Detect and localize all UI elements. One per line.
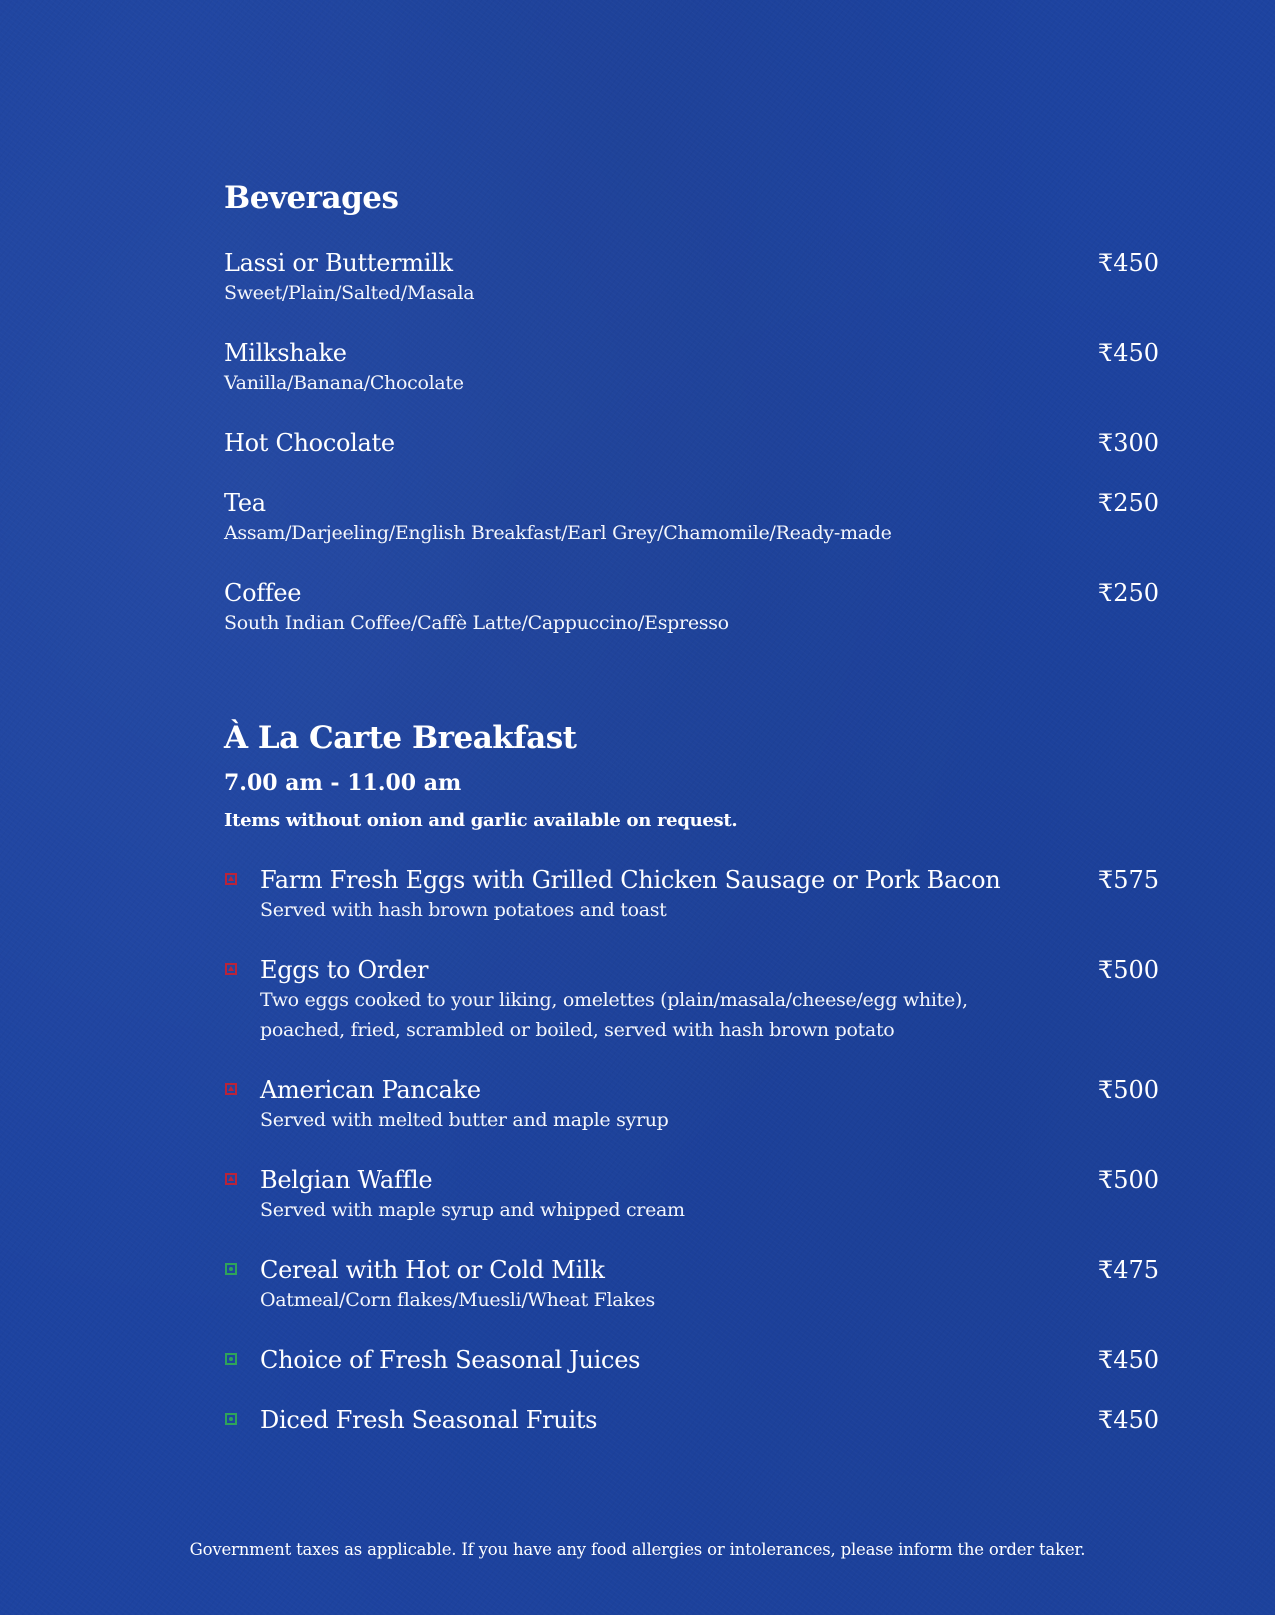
non-veg-indicator-icon: [225, 873, 237, 885]
item-price: ₹250: [1097, 579, 1159, 607]
item-price: ₹575: [1097, 866, 1159, 894]
item-price: ₹500: [1097, 956, 1159, 984]
non-veg-indicator-icon: [225, 963, 237, 975]
menu-item-hot-chocolate: [224, 428, 1159, 458]
breakfast-hours: 7.00 am - 11.00 am: [224, 770, 462, 796]
item-name: Eggs to Order: [260, 956, 429, 984]
item-name: Cereal with Hot or Cold Milk: [260, 1256, 605, 1284]
menu-item-tea: [224, 488, 1159, 548]
item-description-line-2: poached, fried, scrambled or boiled, served with hash brown potato: [260, 1019, 895, 1041]
breakfast-note: Items without onion and garlic available on request.: [224, 810, 738, 831]
menu-item-farm-fresh-eggs: [224, 865, 1159, 925]
veg-indicator-icon: [225, 1263, 237, 1275]
item-description: Served with melted butter and maple syrup: [260, 1109, 669, 1131]
item-name: American Pancake: [260, 1076, 481, 1104]
item-name: Choice of Fresh Seasonal Juices: [260, 1346, 641, 1374]
item-price: ₹300: [1097, 429, 1159, 457]
item-name: Belgian Waffle: [260, 1166, 433, 1194]
item-price: ₹450: [1097, 1346, 1159, 1374]
menu-page: [224, 0, 1159, 1615]
item-description-line-1: Two eggs cooked to your liking, omelettes (plain/masala/cheese/egg white),: [260, 989, 968, 1011]
item-name: Lassi or Buttermilk: [224, 249, 453, 277]
menu-item-eggs-to-order: [224, 955, 1159, 1045]
item-name: Tea: [224, 489, 266, 517]
veg-indicator-icon: [225, 1353, 237, 1365]
menu-item-american-pancake: [224, 1075, 1159, 1135]
item-price: ₹500: [1097, 1076, 1159, 1104]
item-name: Milkshake: [224, 339, 347, 367]
item-price: ₹500: [1097, 1166, 1159, 1194]
item-description: Sweet/Plain/Salted/Masala: [224, 282, 475, 304]
item-name: Hot Chocolate: [224, 429, 395, 457]
item-name: Diced Fresh Seasonal Fruits: [260, 1406, 598, 1434]
breakfast-title: À La Carte Breakfast: [224, 720, 577, 756]
item-description: South Indian Coffee/Caffè Latte/Cappuccino/Espresso: [224, 612, 729, 634]
menu-item-belgian-waffle: [224, 1165, 1159, 1225]
menu-item-fruits: [224, 1405, 1159, 1435]
item-name: Coffee: [224, 579, 302, 607]
item-price: ₹450: [1097, 1406, 1159, 1434]
beverages-title: Beverages: [224, 180, 399, 216]
item-price: ₹450: [1097, 339, 1159, 367]
menu-item-cereal: [224, 1255, 1159, 1315]
item-price: ₹475: [1097, 1256, 1159, 1284]
veg-indicator-icon: [225, 1413, 237, 1425]
item-description: Oatmeal/Corn flakes/Muesli/Wheat Flakes: [260, 1289, 655, 1311]
item-price: ₹450: [1097, 249, 1159, 277]
menu-item-milkshake: [224, 338, 1159, 398]
footer-disclaimer: Government taxes as applicable. If you have any food allergies or intolerances, please inform the order taker.: [189, 1540, 1086, 1559]
item-description: Assam/Darjeeling/English Breakfast/Earl Grey/Chamomile/Ready-made: [224, 522, 892, 544]
item-name: Farm Fresh Eggs with Grilled Chicken Sausage or Pork Bacon: [260, 866, 1001, 894]
non-veg-indicator-icon: [225, 1173, 237, 1185]
menu-item-coffee: [224, 578, 1159, 638]
item-description: Served with hash brown potatoes and toast: [260, 899, 667, 921]
item-description: Served with maple syrup and whipped cream: [260, 1199, 685, 1221]
item-description: Vanilla/Banana/Chocolate: [224, 372, 464, 394]
item-price: ₹250: [1097, 489, 1159, 517]
non-veg-indicator-icon: [225, 1083, 237, 1095]
menu-item-juices: [224, 1345, 1159, 1375]
menu-item-lassi: [224, 248, 1159, 308]
